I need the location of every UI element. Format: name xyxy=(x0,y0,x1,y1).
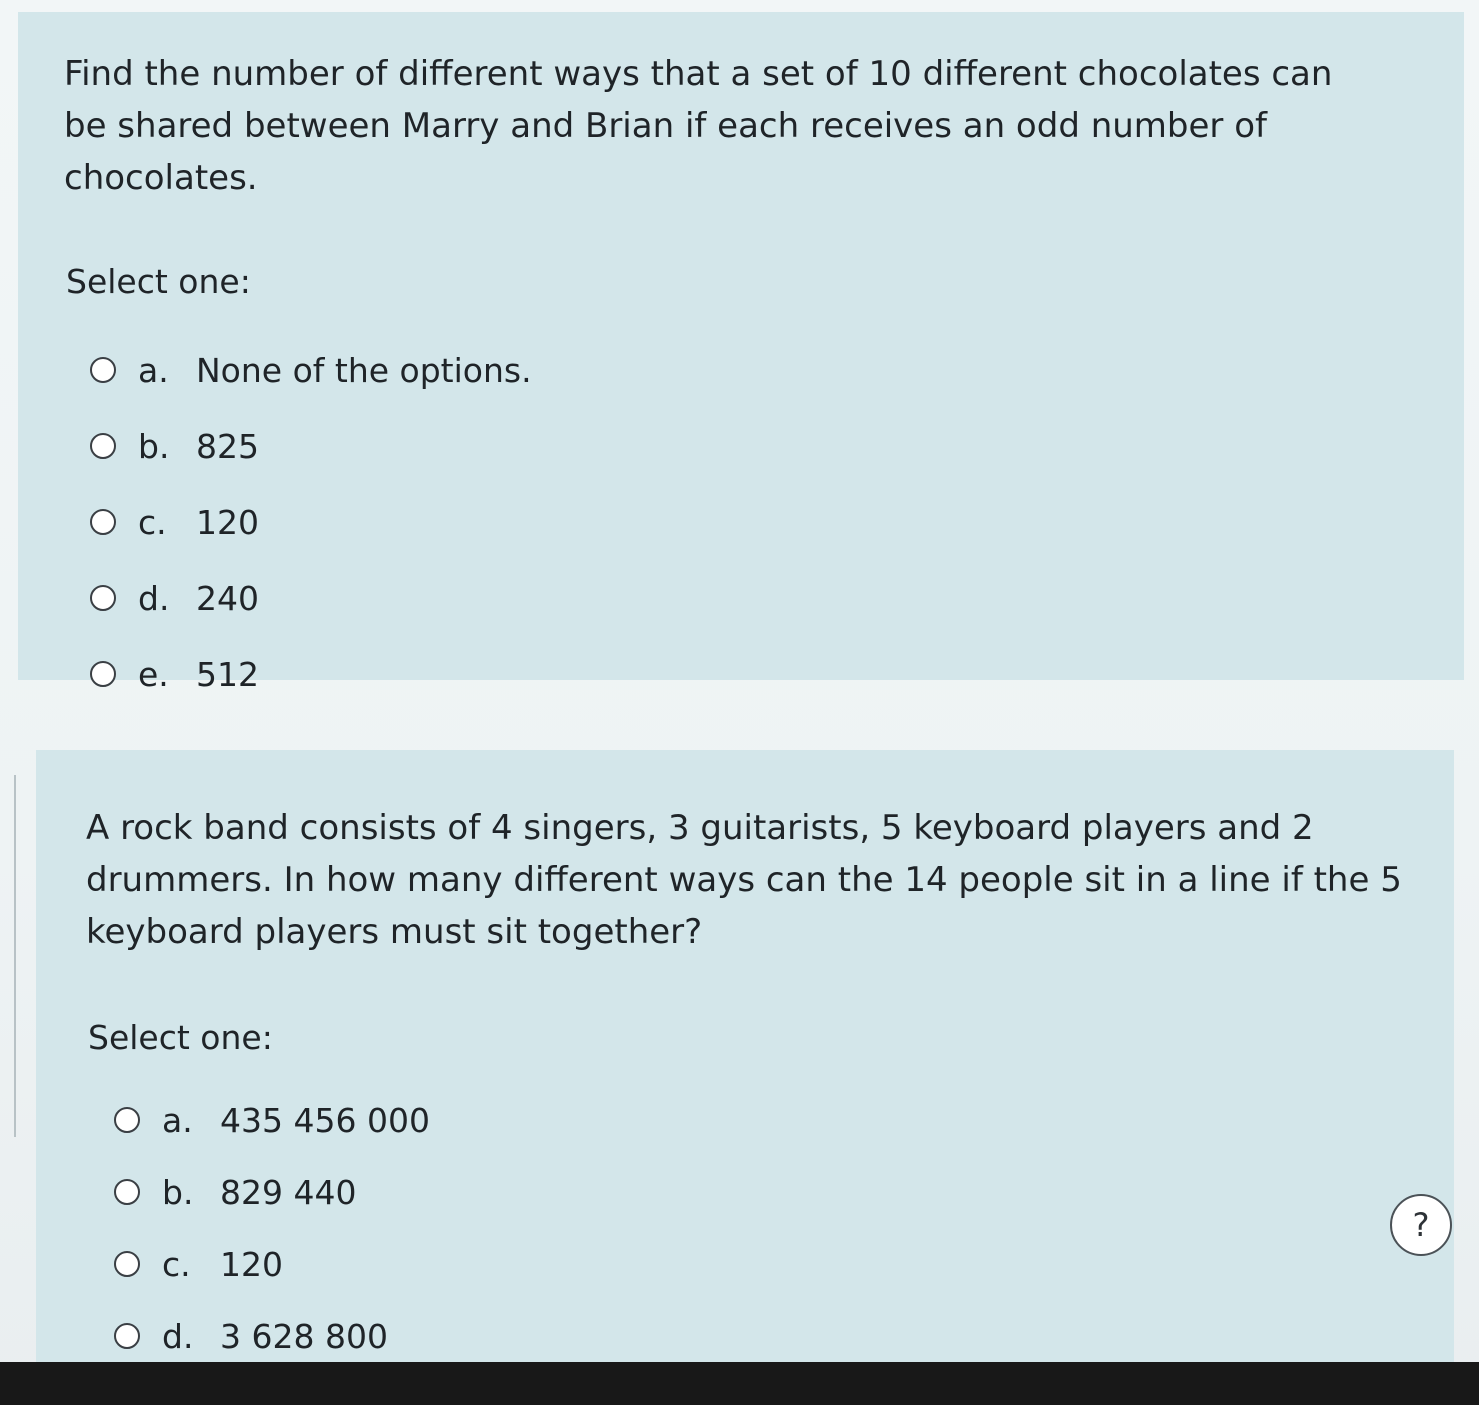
option-letter: c. xyxy=(162,1244,191,1284)
option-a[interactable] xyxy=(90,332,1464,408)
option-letter: a. xyxy=(162,1100,193,1140)
answer-options xyxy=(90,332,1464,712)
option-e[interactable] xyxy=(90,636,1464,712)
screen-bezel xyxy=(0,1362,1479,1405)
question-card-1 xyxy=(18,12,1464,694)
answer-options xyxy=(114,1084,1454,1372)
option-b[interactable] xyxy=(114,1156,1454,1228)
select-one-label: Select one: xyxy=(66,262,251,301)
radio-button[interactable] xyxy=(90,433,116,459)
radio-button[interactable] xyxy=(114,1107,140,1133)
question-icon: ? xyxy=(1412,1206,1430,1244)
option-a[interactable] xyxy=(114,1084,1454,1156)
option-b[interactable] xyxy=(90,408,1464,484)
question-text: Find the number of different ways that a set of 10 different chocolates can be shared between Marry and Brian if each receives an odd number of chocolates. xyxy=(64,54,1333,198)
radio-button[interactable] xyxy=(90,661,116,687)
option-text: 825 xyxy=(196,426,259,466)
option-c[interactable] xyxy=(114,1228,1454,1300)
question-card-2 xyxy=(36,750,1454,1362)
option-letter: d. xyxy=(138,578,170,618)
option-text: 435 456 000 xyxy=(220,1100,430,1140)
left-edge-line xyxy=(0,775,16,1137)
question-text: A rock band consists of 4 singers, 3 guitarists, 5 keyboard players and 2 drummers. In how many different ways can the 14 people sit in a line if the 5 keyboard players must sit together? xyxy=(86,808,1402,952)
option-letter: b. xyxy=(162,1172,194,1212)
option-letter: b. xyxy=(138,426,170,466)
option-text: 829 440 xyxy=(220,1172,357,1212)
radio-button[interactable] xyxy=(90,509,116,535)
option-d[interactable] xyxy=(90,560,1464,636)
select-one-label: Select one: xyxy=(88,1018,273,1057)
option-text: 3 628 800 xyxy=(220,1316,388,1356)
radio-button[interactable] xyxy=(114,1251,140,1277)
option-letter: c. xyxy=(138,502,167,542)
option-text: 240 xyxy=(196,578,259,618)
option-letter: a. xyxy=(138,350,169,390)
option-letter: d. xyxy=(162,1316,194,1356)
option-text: 120 xyxy=(220,1244,283,1284)
option-letter: e. xyxy=(138,654,169,694)
radio-button[interactable] xyxy=(114,1179,140,1205)
radio-button[interactable] xyxy=(90,357,116,383)
option-text: None of the options. xyxy=(196,350,532,390)
radio-button[interactable] xyxy=(114,1323,140,1349)
option-text: 120 xyxy=(196,502,259,542)
radio-button[interactable] xyxy=(90,585,116,611)
help-button[interactable] xyxy=(1390,1194,1452,1256)
option-text: 512 xyxy=(196,654,259,694)
option-c[interactable] xyxy=(90,484,1464,560)
